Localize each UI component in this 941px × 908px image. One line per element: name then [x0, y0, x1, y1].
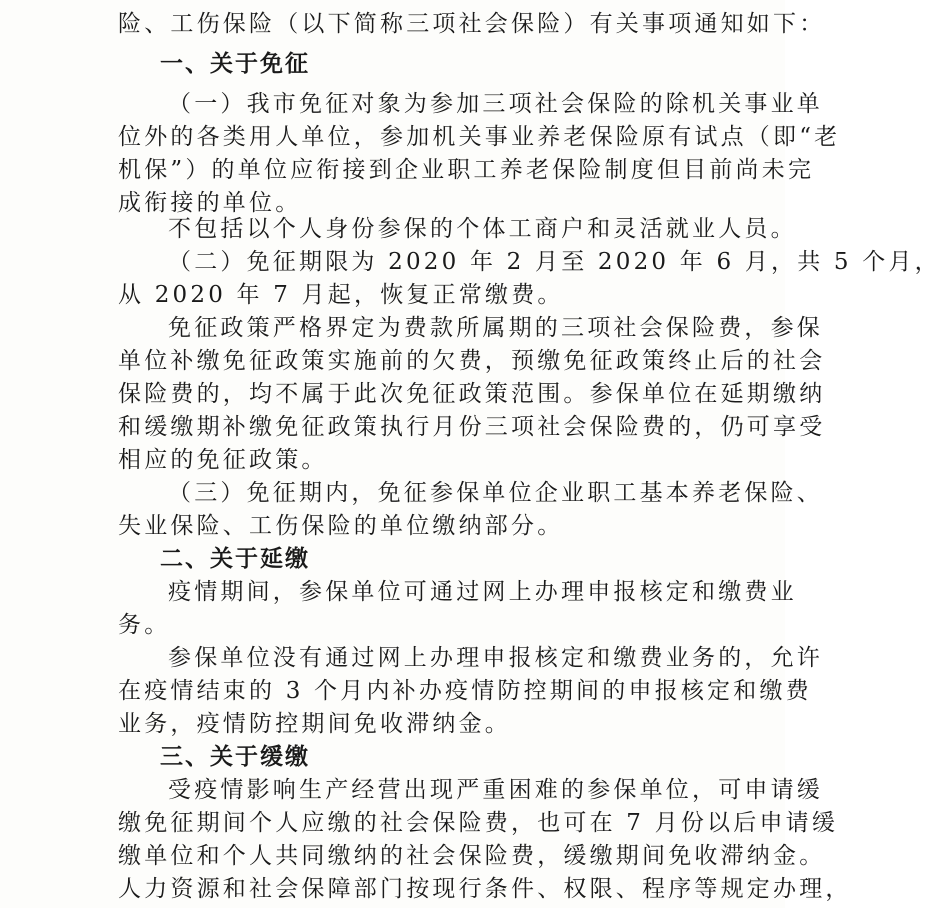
body-line: 务。 [118, 612, 171, 638]
body-line: 机保”）的单位应衔接到企业职工养老保险制度但目前尚未完 [118, 157, 815, 183]
section-heading: 三、关于缓缴 [160, 744, 310, 770]
body-line: 受疫情影响生产经营出现严重困难的参保单位，可申请缓 [168, 777, 823, 803]
body-line: 和缓缴期补缴免征政策执行月份三项社会保险费的，仍可享受 [118, 414, 826, 440]
body-line: 位外的各类用人单位，参加机关事业养老保险原有试点（即“老 [118, 124, 841, 150]
body-line: 成衔接的单位。 [118, 190, 302, 216]
body-line: 相应的免征政策。 [118, 447, 328, 473]
body-line: 保险费的，均不属于此次免征政策范围。参保单位在延期缴纳 [118, 381, 826, 407]
section-heading: 一、关于免征 [160, 51, 310, 77]
body-line: 在疫情结束的 3 个月内补办疫情防控期间的申报核定和缴费 [118, 678, 812, 704]
body-line: （一）我市免征对象为参加三项社会保险的除机关事业单 [168, 91, 823, 117]
body-line: 参保单位没有通过网上办理申报核定和缴费业务的，允许 [168, 645, 823, 671]
body-line: 人力资源和社会保障部门按现行条件、权限、程序等规定办理， [118, 876, 852, 902]
body-line: 从 2020 年 7 月起，恢复正常缴费。 [118, 282, 564, 308]
body-line: 失业保险、工伤保险的单位缴纳部分。 [118, 513, 564, 539]
body-line: 缴免征期间个人应缴的社会保险费，也可在 7 月份以后申请缓 [118, 810, 839, 836]
body-line: 业务，疫情防控期间免收滞纳金。 [118, 711, 511, 737]
body-line: 免征政策严格界定为费款所属期的三项社会保险费，参保 [168, 315, 823, 341]
body-line: 不包括以个人身份参保的个体工商户和灵活就业人员。 [168, 216, 797, 242]
body-line: 疫情期间，参保单位可通过网上办理申报核定和缴费业 [168, 579, 797, 605]
section-heading: 二、关于延缴 [160, 546, 310, 572]
body-line: （三）免征期内，免征参保单位企业职工基本养老保险、 [168, 480, 823, 506]
body-line: 单位补缴免征政策实施前的欠费，预缴免征政策终止后的社会 [118, 348, 826, 374]
body-line: 缴单位和个人共同缴纳的社会保险费，缓缴期间免收滞纳金。 [118, 843, 826, 869]
body-line: （二）免征期限为 2020 年 2 月至 2020 年 6 月，共 5 个月， [168, 249, 941, 275]
body-line: 险、工伤保险（以下简称三项社会保险）有关事项通知如下： [118, 11, 826, 37]
